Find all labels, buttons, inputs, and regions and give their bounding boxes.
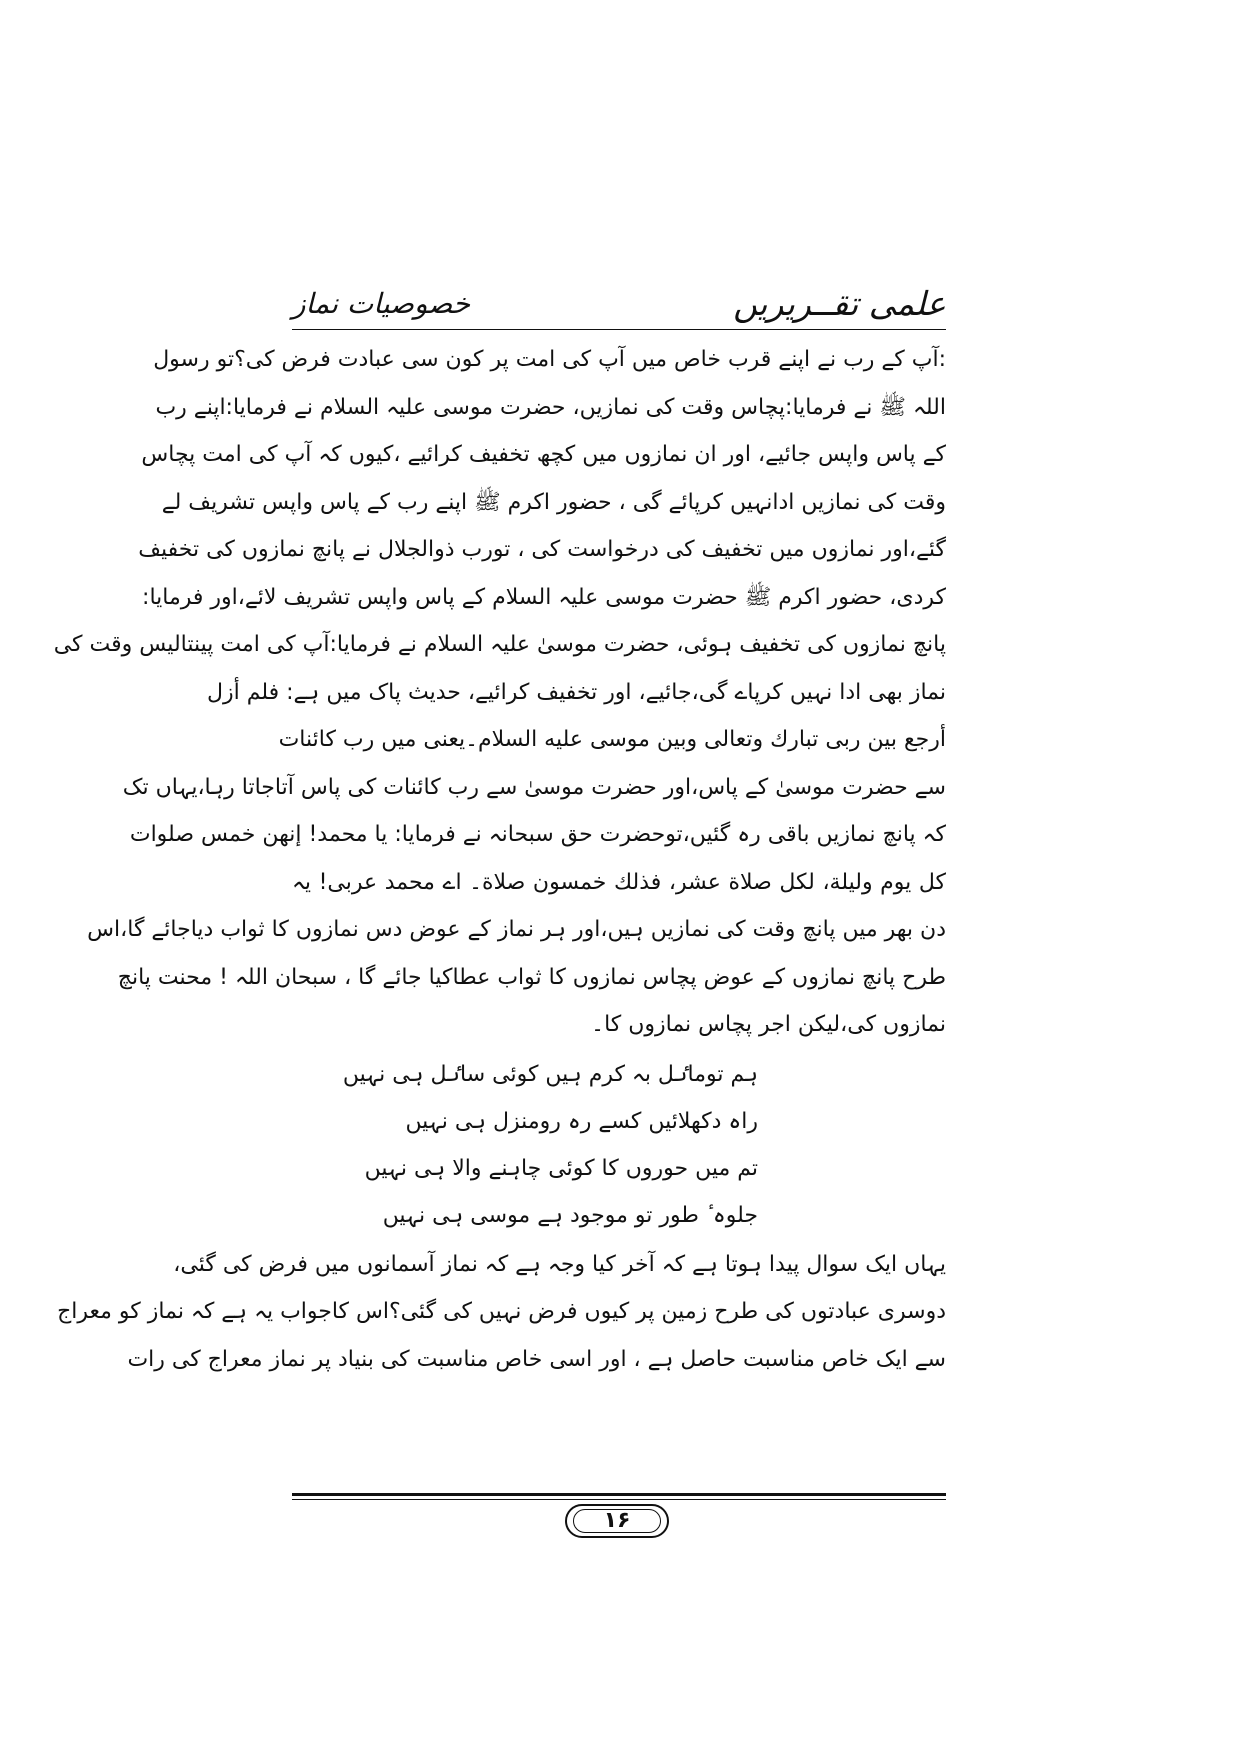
text-line: دوسری عبادتوں کی طرح زمین پر کیوں فرض نہیں کی گئی؟اس کاجواب یہ ہے کہ نماز کو معراج	[57, 1299, 946, 1324]
footer-divider-thin	[292, 1499, 946, 1500]
poem-verse: راہ دکھلائیں کسے رہ رومنزل ہی نہیں	[405, 1108, 758, 1134]
page-number: ۱۶	[603, 1508, 631, 1533]
text-line: کردی، حضور اکرم ﷺ حضرت موسی علیہ السلام کے پاس واپس تشریف لائے،اور فرمایا:	[142, 584, 946, 610]
text-line: أرجع بین ربی تبارك وتعالی وبین موسی علیه السلام۔یعنی میں رب کائنات	[278, 727, 946, 752]
text-line: گئے،اور نمازوں میں تخفیف کی درخواست کی ، تورب ذوالجلال نے پانچ نمازوں کی تخفیف	[138, 537, 946, 562]
running-header	[292, 282, 946, 328]
text-line: وقت کی نمازیں ادانہیں کرپائے گی ، حضور اکرم ﷺ اپنے رب کے پاس واپس تشریف لے	[161, 489, 946, 515]
text-line: سے ایک خاص مناسبت حاصل ہے ، اور اسی خاص مناسبت کی بنیاد پر نماز معراج کی رات	[127, 1346, 946, 1372]
text-line: نمازوں کی،لیکن اجر پچاس نمازوں کا۔	[591, 1012, 946, 1037]
text-line: دن بھر میں پانچ وقت کی نمازیں ہیں،اور ہر نماز کے عوض دس نمازوں کا ثواب دیاجائے گا،اس	[87, 917, 946, 942]
text-line: :آپ کے رب نے اپنے قرب خاص میں آپ کی امت پر کون سی عبادت فرض کی؟تو رسول	[153, 347, 946, 372]
text-line: کہ پانچ نمازیں باقی رہ گئیں،توحضرت حق سبحانہ نے فرمایا: یا محمد! إنهن خمس صلوات	[129, 822, 946, 847]
poem-verse: تم میں حوروں کا کوئی چاہنے والا ہی نہیں	[364, 1155, 758, 1181]
poem-verse: جلوہ ٔ طور تو موجود ہے موسی ہی نہیں	[382, 1202, 758, 1228]
main-text	[53, 336, 946, 1383]
text-line: کے پاس واپس جائیے، اور ان نمازوں میں کچھ تخفیف کرائیے ،کیوں کہ آپ کی امت پچاس	[141, 442, 946, 467]
book-title: علمی تقــریریں	[733, 284, 946, 323]
text-line: اللہ ﷺ نے فرمایا:پچاس وقت کی نمازیں، حضرت موسی علیہ السلام نے فرمایا:اپنے رب	[155, 394, 946, 420]
poem-verse: ہم توماٸل بہ کرم ہیں کوئی ساٸل ہی نہیں	[342, 1061, 758, 1087]
header-divider	[292, 329, 946, 330]
text-line: یہاں ایک سوال پیدا ہوتا ہے کہ آخر کیا وجہ ہے کہ نماز آسمانوں میں فرض کی گئی،	[173, 1251, 946, 1277]
chapter-title: خصوصیات نماز	[292, 287, 471, 320]
text-line: پانچ نمازوں کی تخفیف ہوئی، حضرت موسیٰ علیہ السلام نے فرمایا:آپ کی امت پینتالیس وقت کی	[53, 632, 946, 657]
text-line: کل یوم ولیلة، لکل صلاة عشر، فذلك خمسون صلاة۔ اے محمد عربی! یہ	[292, 869, 946, 895]
text-line: سے حضرت موسیٰ کے پاس،اور حضرت موسیٰ سے رب کائنات کی پاس آتاجاتا رہا،یہاں تک	[122, 774, 946, 800]
page-number-frame	[565, 1504, 669, 1538]
text-line: طرح پانچ نمازوں کے عوض پچاس نمازوں کا ثواب عطاکیا جائے گا ، سبحان اللہ ! محنت پانچ	[117, 964, 946, 990]
poem	[292, 1051, 946, 1239]
footer-divider-thick	[292, 1493, 946, 1496]
text-line: نماز بھی ادا نہیں کرپاے گی،جائیے، اور تخفیف کرائیے، حدیث پاک میں ہے: فلم أزل	[206, 679, 946, 705]
